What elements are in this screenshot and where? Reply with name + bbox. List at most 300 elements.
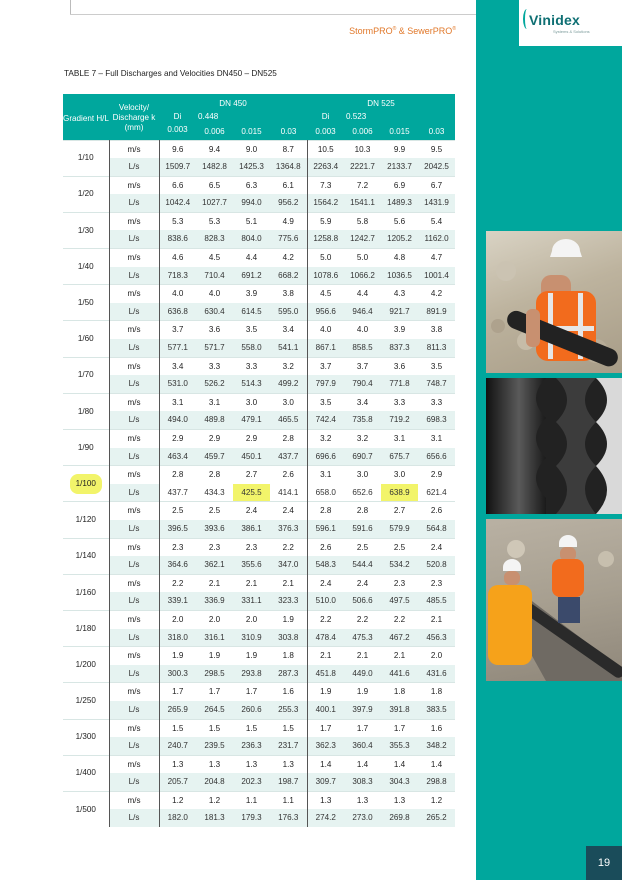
- unit-cell: L/s: [109, 809, 159, 827]
- header-k-value: 0.015: [233, 124, 270, 140]
- velocity-cell: 4.5: [196, 249, 233, 267]
- discharge-cell: 364.6: [159, 556, 196, 574]
- discharge-cell: 465.5: [270, 411, 307, 429]
- unit-cell: m/s: [109, 285, 159, 303]
- discharge-cell: 475.3: [344, 629, 381, 647]
- header-dn450: DN 450: [159, 94, 307, 111]
- discharge-cell: 548.3: [307, 556, 344, 574]
- velocity-cell: 2.7: [233, 466, 270, 484]
- page-number: 19: [586, 846, 622, 880]
- unit-cell: m/s: [109, 791, 159, 809]
- discharge-cell: 441.6: [381, 665, 418, 683]
- unit-cell: L/s: [109, 448, 159, 466]
- velocity-cell: 2.5: [381, 538, 418, 556]
- gradient-cell: [63, 538, 109, 574]
- discharge-cell: 790.4: [344, 375, 381, 393]
- table-row: [63, 158, 455, 176]
- unit-cell: m/s: [109, 610, 159, 628]
- velocity-cell: 3.8: [270, 285, 307, 303]
- velocity-cell: 1.7: [381, 719, 418, 737]
- discharge-cell: 451.8: [307, 665, 344, 683]
- discharge-cell: 1482.8: [196, 158, 233, 176]
- velocity-cell: 3.7: [344, 357, 381, 375]
- table-row: [63, 701, 455, 719]
- discharge-cell: 858.5: [344, 339, 381, 357]
- discharge-cell: 463.4: [159, 448, 196, 466]
- discharge-cell: 437.7: [159, 484, 196, 502]
- discharge-cell: 668.2: [270, 267, 307, 285]
- velocity-cell: 1.2: [196, 791, 233, 809]
- discharge-cell: 564.8: [418, 520, 455, 538]
- gradient-label: 1/250: [75, 696, 96, 706]
- discharge-cell: 1162.0: [418, 230, 455, 248]
- velocity-cell: 4.5: [307, 285, 344, 303]
- gradient-label: 1/140: [75, 551, 96, 561]
- velocity-cell: 2.3: [418, 574, 455, 592]
- discharge-cell: 309.7: [307, 773, 344, 791]
- discharge-cell: 558.0: [233, 339, 270, 357]
- discharge-cell: 1066.2: [344, 267, 381, 285]
- velocity-cell: 2.3: [196, 538, 233, 556]
- velocity-cell: 2.4: [418, 538, 455, 556]
- table-row: [63, 212, 455, 230]
- discharge-cell: 2263.4: [307, 158, 344, 176]
- velocity-cell: 10.3: [344, 140, 381, 158]
- velocity-cell: 1.9: [344, 683, 381, 701]
- velocity-cell: 1.6: [270, 683, 307, 701]
- velocity-cell: 9.6: [159, 140, 196, 158]
- velocity-cell: 1.1: [270, 791, 307, 809]
- table-row: [63, 321, 455, 339]
- velocity-cell: 9.5: [418, 140, 455, 158]
- velocity-cell: 1.7: [159, 683, 196, 701]
- discharge-cell: 579.9: [381, 520, 418, 538]
- discharge-cell: 304.3: [381, 773, 418, 791]
- velocity-cell: 2.4: [270, 502, 307, 520]
- header-k-value: 0.003: [159, 124, 196, 140]
- velocity-cell: 3.4: [159, 357, 196, 375]
- discharge-cell: 690.7: [344, 448, 381, 466]
- discharge-cell: 348.2: [418, 737, 455, 755]
- discharge-cell: 467.2: [381, 629, 418, 647]
- velocity-cell: 3.2: [307, 430, 344, 448]
- table-row: [63, 448, 455, 466]
- discharge-cell: 771.8: [381, 375, 418, 393]
- velocity-cell: 2.8: [196, 466, 233, 484]
- discharge-cell: 362.1: [196, 556, 233, 574]
- gradient-cell: [63, 393, 109, 429]
- discharge-cell: 710.4: [196, 267, 233, 285]
- table-row: [63, 339, 455, 357]
- velocity-cell: 5.1: [233, 212, 270, 230]
- discharge-cell: 994.0: [233, 194, 270, 212]
- table-row: [63, 430, 455, 448]
- discharge-cell: 1027.7: [196, 194, 233, 212]
- discharge-cell: 691.2: [233, 267, 270, 285]
- discharge-cell: 360.4: [344, 737, 381, 755]
- gradient-label: 1/500: [75, 804, 96, 814]
- discharge-cell: 298.8: [418, 773, 455, 791]
- discharge-cell: 456.3: [418, 629, 455, 647]
- table-caption: TABLE 7 – Full Discharges and Velocities DN450 – DN525: [64, 69, 277, 78]
- gradient-label: 1/50: [77, 298, 94, 308]
- velocity-cell: 3.0: [270, 393, 307, 411]
- velocity-cell: 2.8: [344, 502, 381, 520]
- velocity-cell: 4.0: [159, 285, 196, 303]
- velocity-cell: 6.6: [159, 176, 196, 194]
- velocity-cell: 1.9: [307, 683, 344, 701]
- discharge-cell: 1001.4: [418, 267, 455, 285]
- discharge-cell: 376.3: [270, 520, 307, 538]
- discharge-cell: 828.3: [196, 230, 233, 248]
- velocity-cell: 4.0: [196, 285, 233, 303]
- discharge-cell: 719.2: [381, 411, 418, 429]
- discharge-cell: 298.5: [196, 665, 233, 683]
- velocity-cell: 4.2: [270, 249, 307, 267]
- unit-cell: L/s: [109, 701, 159, 719]
- discharge-cell: 638.9: [381, 484, 418, 502]
- velocity-cell: 3.3: [381, 393, 418, 411]
- discharge-cell: 541.1: [270, 339, 307, 357]
- discharge-cell: 308.3: [344, 773, 381, 791]
- velocity-cell: 2.0: [418, 647, 455, 665]
- velocity-cell: 3.6: [196, 321, 233, 339]
- velocity-cell: 3.1: [159, 393, 196, 411]
- velocity-cell: 1.4: [381, 755, 418, 773]
- discharge-cell: 459.7: [196, 448, 233, 466]
- velocity-cell: 1.3: [270, 755, 307, 773]
- velocity-cell: 3.1: [381, 430, 418, 448]
- discharge-cell: 485.5: [418, 592, 455, 610]
- discharge-cell: 804.0: [233, 230, 270, 248]
- velocity-cell: 3.3: [418, 393, 455, 411]
- gradient-cell: [63, 357, 109, 393]
- unit-cell: L/s: [109, 339, 159, 357]
- discharge-cell: 176.3: [270, 809, 307, 827]
- gradient-label: 1/10: [77, 153, 94, 163]
- unit-cell: L/s: [109, 592, 159, 610]
- discharge-cell: 499.2: [270, 375, 307, 393]
- header-blank: [418, 111, 455, 124]
- discharge-cell: 397.9: [344, 701, 381, 719]
- unit-cell: L/s: [109, 629, 159, 647]
- velocity-cell: 5.6: [381, 212, 418, 230]
- gradient-label: 1/400: [75, 768, 96, 778]
- discharge-cell: 239.5: [196, 737, 233, 755]
- trench-photo: [486, 519, 622, 681]
- velocity-cell: 2.9: [418, 466, 455, 484]
- velocity-cell: 1.3: [196, 755, 233, 773]
- table-row: [63, 303, 455, 321]
- velocity-cell: 6.9: [381, 176, 418, 194]
- velocity-cell: 2.3: [381, 574, 418, 592]
- gradient-label: 1/80: [77, 406, 94, 416]
- header-k-value: 0.03: [270, 124, 307, 140]
- unit-cell: m/s: [109, 466, 159, 484]
- discharge-cell: 591.6: [344, 520, 381, 538]
- velocity-cell: 4.4: [344, 285, 381, 303]
- velocity-cell: 5.3: [159, 212, 196, 230]
- unit-cell: m/s: [109, 140, 159, 158]
- velocity-cell: 2.0: [233, 610, 270, 628]
- discharge-cell: 775.6: [270, 230, 307, 248]
- unit-cell: L/s: [109, 411, 159, 429]
- discharge-cell: 386.1: [233, 520, 270, 538]
- velocity-cell: 1.3: [344, 791, 381, 809]
- discharge-cell: 265.2: [418, 809, 455, 827]
- unit-cell: m/s: [109, 719, 159, 737]
- gradient-cell: [63, 683, 109, 719]
- velocity-cell: 2.2: [270, 538, 307, 556]
- table-row: [63, 393, 455, 411]
- velocity-cell: 2.1: [307, 647, 344, 665]
- unit-cell: L/s: [109, 737, 159, 755]
- unit-cell: L/s: [109, 556, 159, 574]
- discharge-cell: 867.1: [307, 339, 344, 357]
- discharge-cell: 596.1: [307, 520, 344, 538]
- discharge-cell: 437.7: [270, 448, 307, 466]
- velocity-cell: 3.9: [233, 285, 270, 303]
- discharge-cell: 300.3: [159, 665, 196, 683]
- header-k-value: 0.006: [196, 124, 233, 140]
- discharge-cell: 449.0: [344, 665, 381, 683]
- discharge-cell: 450.1: [233, 448, 270, 466]
- unit-cell: L/s: [109, 665, 159, 683]
- gradient-cell: [63, 502, 109, 538]
- discharge-cell: 571.7: [196, 339, 233, 357]
- table-row: [63, 194, 455, 212]
- discharge-cell: 1564.2: [307, 194, 344, 212]
- table-row: [63, 484, 455, 502]
- discharge-cell: 675.7: [381, 448, 418, 466]
- unit-cell: L/s: [109, 375, 159, 393]
- header-velocity: Velocity/ Discharge k (mm): [109, 94, 159, 140]
- table-row: [63, 538, 455, 556]
- discharge-cell: 339.1: [159, 592, 196, 610]
- velocity-cell: 2.1: [344, 647, 381, 665]
- velocity-cell: 2.2: [344, 610, 381, 628]
- discharge-cell: 652.6: [344, 484, 381, 502]
- table-row: [63, 556, 455, 574]
- discharge-cell: 1036.5: [381, 267, 418, 285]
- table-body: [63, 140, 455, 827]
- header-blank: [270, 111, 307, 124]
- gradient-cell: [63, 212, 109, 248]
- velocity-cell: 1.3: [233, 755, 270, 773]
- discharge-cell: 425.5: [233, 484, 270, 502]
- unit-cell: m/s: [109, 755, 159, 773]
- velocity-cell: 2.9: [233, 430, 270, 448]
- velocity-cell: 5.0: [344, 249, 381, 267]
- table-row: [63, 249, 455, 267]
- table-row: [63, 683, 455, 701]
- velocity-cell: 2.5: [196, 502, 233, 520]
- header-rule: [70, 14, 477, 15]
- gradient-label: 1/300: [75, 732, 96, 742]
- gradient-label: 1/100: [70, 474, 102, 494]
- velocity-cell: 2.5: [344, 538, 381, 556]
- discharge-cell: 1078.6: [307, 267, 344, 285]
- velocity-cell: 3.2: [270, 357, 307, 375]
- velocity-cell: 5.0: [307, 249, 344, 267]
- header-blank: [381, 111, 418, 124]
- logo-tagline: Systems & Solutions: [553, 29, 590, 34]
- velocity-cell: 2.4: [307, 574, 344, 592]
- discharge-cell: 520.8: [418, 556, 455, 574]
- gradient-label: 1/30: [77, 225, 94, 235]
- discharge-cell: 336.9: [196, 592, 233, 610]
- discharge-cell: 1258.8: [307, 230, 344, 248]
- table-row: [63, 285, 455, 303]
- velocity-cell: 1.2: [159, 791, 196, 809]
- velocity-cell: 2.3: [159, 538, 196, 556]
- discharge-cell: 331.1: [233, 592, 270, 610]
- velocity-cell: 3.7: [159, 321, 196, 339]
- discharge-cell: 273.0: [344, 809, 381, 827]
- velocity-cell: 3.2: [344, 430, 381, 448]
- discharge-cell: 1489.3: [381, 194, 418, 212]
- velocity-cell: 9.4: [196, 140, 233, 158]
- velocity-cell: 1.3: [159, 755, 196, 773]
- unit-cell: L/s: [109, 520, 159, 538]
- discharge-cell: 264.5: [196, 701, 233, 719]
- velocity-cell: 2.6: [270, 466, 307, 484]
- discharge-cell: 1205.2: [381, 230, 418, 248]
- velocity-cell: 6.3: [233, 176, 270, 194]
- discharge-cell: 946.4: [344, 303, 381, 321]
- header-k-value: 0.003: [307, 124, 344, 140]
- header-k-value: 0.006: [344, 124, 381, 140]
- unit-cell: m/s: [109, 574, 159, 592]
- velocity-cell: 4.8: [381, 249, 418, 267]
- velocity-cell: 1.5: [159, 719, 196, 737]
- velocity-cell: 3.5: [418, 357, 455, 375]
- velocity-cell: 2.8: [307, 502, 344, 520]
- discharge-cell: 630.4: [196, 303, 233, 321]
- velocity-cell: 2.4: [233, 502, 270, 520]
- discharge-cell: 718.3: [159, 267, 196, 285]
- discharge-cell: 236.3: [233, 737, 270, 755]
- velocity-cell: 3.0: [381, 466, 418, 484]
- unit-cell: m/s: [109, 176, 159, 194]
- table-row: [63, 466, 455, 484]
- discharge-cell: 531.0: [159, 375, 196, 393]
- discharge-cell: 514.3: [233, 375, 270, 393]
- velocity-cell: 9.0: [233, 140, 270, 158]
- gradient-label: 1/180: [75, 623, 96, 633]
- velocity-cell: 7.3: [307, 176, 344, 194]
- discharge-cell: 956.6: [307, 303, 344, 321]
- unit-cell: m/s: [109, 430, 159, 448]
- velocity-cell: 5.8: [344, 212, 381, 230]
- discharge-cell: 1364.8: [270, 158, 307, 176]
- discharge-cell: 891.9: [418, 303, 455, 321]
- velocity-cell: 1.9: [233, 647, 270, 665]
- unit-cell: m/s: [109, 357, 159, 375]
- discharge-cell: 696.6: [307, 448, 344, 466]
- discharge-cell: 506.6: [344, 592, 381, 610]
- header-di-450-value: 0.448: [196, 111, 233, 124]
- velocity-cell: 4.0: [344, 321, 381, 339]
- table-row: [63, 610, 455, 628]
- gradient-label: 1/60: [77, 334, 94, 344]
- header-gradient: Gradient H/L: [63, 94, 109, 140]
- discharge-cell: 414.1: [270, 484, 307, 502]
- unit-cell: L/s: [109, 484, 159, 502]
- discharge-cell: 1242.7: [344, 230, 381, 248]
- velocity-cell: 2.4: [344, 574, 381, 592]
- table-row: [63, 502, 455, 520]
- discharge-cell: 205.7: [159, 773, 196, 791]
- discharge-cell: 1042.4: [159, 194, 196, 212]
- discharge-cell: 742.4: [307, 411, 344, 429]
- gradient-cell: [63, 249, 109, 285]
- velocity-cell: 2.2: [307, 610, 344, 628]
- velocity-cell: 4.0: [307, 321, 344, 339]
- velocity-cell: 2.1: [418, 610, 455, 628]
- unit-cell: L/s: [109, 773, 159, 791]
- discharge-cell: 293.8: [233, 665, 270, 683]
- velocity-cell: 3.4: [270, 321, 307, 339]
- pipe-closeup-photo: [486, 378, 622, 514]
- velocity-cell: 1.5: [196, 719, 233, 737]
- velocity-cell: 2.9: [159, 430, 196, 448]
- velocity-cell: 1.9: [270, 610, 307, 628]
- velocity-cell: 2.1: [270, 574, 307, 592]
- unit-cell: L/s: [109, 303, 159, 321]
- gradient-label: 1/90: [77, 442, 94, 452]
- discharge-cell: 431.6: [418, 665, 455, 683]
- brand-line: StormPRO® & SewerPRO®: [349, 26, 456, 36]
- velocity-cell: 1.6: [418, 719, 455, 737]
- velocity-cell: 1.4: [344, 755, 381, 773]
- table-row: [63, 773, 455, 791]
- velocity-cell: 2.8: [159, 466, 196, 484]
- velocity-cell: 5.9: [307, 212, 344, 230]
- velocity-cell: 3.4: [344, 393, 381, 411]
- velocity-cell: 1.7: [307, 719, 344, 737]
- table-row: [63, 520, 455, 538]
- velocity-cell: 3.3: [233, 357, 270, 375]
- discharge-cell: 698.3: [418, 411, 455, 429]
- velocity-cell: 3.1: [418, 430, 455, 448]
- gradient-label: 1/40: [77, 261, 94, 271]
- gradient-cell: [63, 755, 109, 791]
- velocity-cell: 2.1: [196, 574, 233, 592]
- table-row: [63, 629, 455, 647]
- header-di-525-label: Di: [307, 111, 344, 124]
- velocity-cell: 1.7: [233, 683, 270, 701]
- velocity-cell: 1.8: [418, 683, 455, 701]
- unit-cell: m/s: [109, 321, 159, 339]
- discharge-cell: 318.0: [159, 629, 196, 647]
- discharge-cell: 921.7: [381, 303, 418, 321]
- velocity-cell: 2.6: [418, 502, 455, 520]
- velocity-cell: 4.7: [418, 249, 455, 267]
- discharge-cell: 544.4: [344, 556, 381, 574]
- velocity-cell: 9.9: [381, 140, 418, 158]
- gradient-label: 1/70: [77, 370, 94, 380]
- discharge-cell: 526.2: [196, 375, 233, 393]
- discharge-cell: 478.4: [307, 629, 344, 647]
- unit-cell: L/s: [109, 267, 159, 285]
- velocity-cell: 2.5: [159, 502, 196, 520]
- velocity-cell: 1.5: [233, 719, 270, 737]
- velocity-cell: 10.5: [307, 140, 344, 158]
- discharge-cell: 837.3: [381, 339, 418, 357]
- table-row: [63, 357, 455, 375]
- discharge-cell: 181.3: [196, 809, 233, 827]
